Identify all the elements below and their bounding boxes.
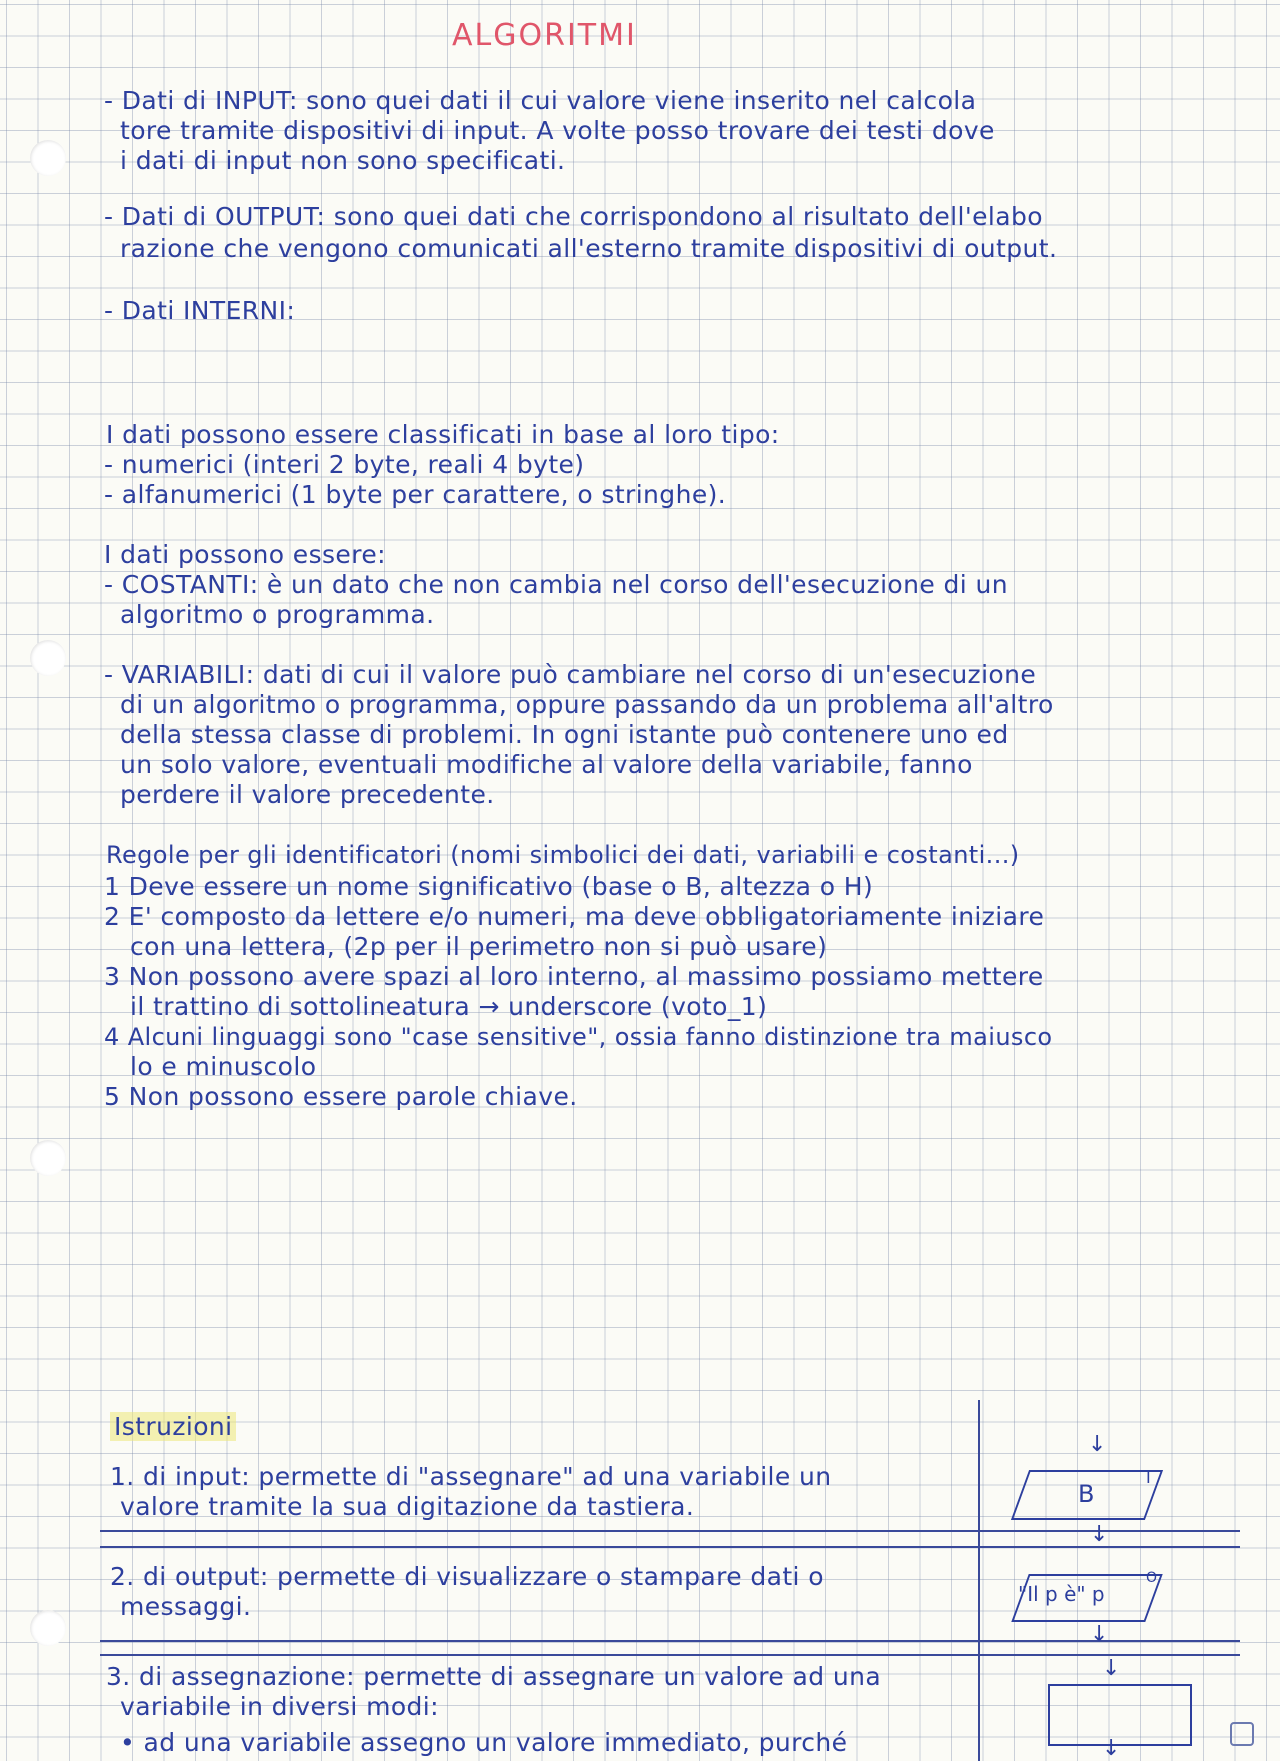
regola-2: 2 E' composto da lettere e/o numeri, ma deve obbligatoriamente iniziare [104, 902, 1045, 931]
down-arrow-icon: ↓ [1102, 1656, 1121, 1681]
input-line-1: - Dati di INPUT: sono quei dati il cui valore viene inserito nel calcola [104, 86, 977, 115]
punch-hole [30, 1140, 66, 1176]
istruzione-3-line-1: 3. di assegnazione: permette di assegnare un valore ad una [106, 1662, 882, 1691]
istruzioni-heading-text: Istruzioni [110, 1412, 236, 1441]
costanti-line-3: algoritmo o programma. [120, 600, 435, 629]
regola-5: 5 Non possono essere parole chiave. [104, 1082, 578, 1111]
output-line-2: razione che vengono comunicati all'esterno tramite dispositivi di output. [120, 234, 1058, 263]
istruzioni-heading [110, 1412, 236, 1442]
punch-hole [30, 640, 66, 676]
variabili-line-4: un solo valore, eventuali modifiche al valore della variabile, fanno [120, 750, 973, 779]
table-rule [100, 1640, 1240, 1642]
output-shape-tag: O [1146, 1570, 1158, 1586]
variabili-line-2: di un algoritmo o programma, oppure passando da un problema all'altro [120, 690, 1054, 719]
tipi-line-1: I dati possono essere classificati in base al loro tipo: [106, 420, 780, 449]
regole-heading: Regole per gli identificatori (nomi simbolici dei dati, variabili e costanti...) [106, 841, 1020, 869]
istruzione-3-line-2: variabile in diversi modi: [120, 1692, 439, 1721]
regola-2-cont: con una lettera, (2p per il perimetro non si può usare) [130, 932, 828, 961]
down-arrow-icon: ↓ [1088, 1432, 1107, 1457]
istruzione-2-line-2: messaggi. [120, 1592, 252, 1621]
costanti-line-1: I dati possono essere: [104, 540, 386, 569]
corner-mark-icon [1230, 1722, 1254, 1746]
regola-4-cont: lo e minuscolo [130, 1052, 317, 1081]
istruzione-2-line-1: 2. di output: permette di visualizzare o stampare dati o [110, 1562, 824, 1591]
down-arrow-icon: ↓ [1090, 1622, 1109, 1647]
table-rule [100, 1546, 1240, 1548]
tipi-line-3: - alfanumerici (1 byte per carattere, o stringhe). [104, 480, 727, 509]
punch-hole [30, 1610, 66, 1646]
table-rule [100, 1654, 1240, 1656]
variabili-line-1: - VARIABILI: dati di cui il valore può cambiare nel corso di un'esecuzione [104, 660, 1037, 689]
input-shape-tag: I [1146, 1468, 1151, 1487]
regola-3: 3 Non possono avere spazi al loro interno, al massimo possiamo mettere [104, 962, 1044, 991]
regola-1: 1 Deve essere un nome significativo (base o B, altezza o H) [104, 872, 874, 901]
istruzione-1-line-2: valore tramite la sua digitazione da tastiera. [120, 1492, 695, 1521]
table-divider-vertical [978, 1400, 980, 1761]
variabili-line-3: della stessa classe di problemi. In ogni istante può contenere uno ed [120, 720, 1009, 749]
input-shape-label: B [1078, 1480, 1095, 1508]
costanti-line-2: - COSTANTI: è un dato che non cambia nel corso dell'esecuzione di un [104, 570, 1008, 599]
down-arrow-icon: ↓ [1090, 1522, 1109, 1547]
page-title: ALGORITMI [452, 18, 637, 53]
tipi-line-2: - numerici (interi 2 byte, reali 4 byte) [104, 450, 585, 479]
input-line-2: tore tramite dispositivi di input. A volte posso trovare dei testi dove [120, 116, 995, 145]
istruzione-3-line-3: • ad una variabile assegno un valore immediato, purché [120, 1728, 848, 1757]
punch-hole [30, 140, 66, 176]
regola-4: 4 Alcuni linguaggi sono "case sensitive", ossia fanno distinzione tra maiusco [104, 1023, 1053, 1051]
output-shape-label: "Il p è" p [1018, 1582, 1105, 1606]
table-rule [100, 1530, 1240, 1532]
interni-line: - Dati INTERNI: [104, 296, 296, 325]
regola-3-cont: il trattino di sottolineatura → underscore (voto_1) [130, 992, 768, 1021]
output-line-1: - Dati di OUTPUT: sono quei dati che corrispondono al risultato dell'elabo [104, 202, 1043, 231]
down-arrow-icon: ↓ [1102, 1736, 1121, 1761]
variabili-line-5: perdere il valore precedente. [120, 780, 495, 809]
istruzione-1-line-1: 1. di input: permette di "assegnare" ad una variabile un [110, 1462, 832, 1491]
input-line-3: i dati di input non sono specificati. [120, 146, 566, 175]
